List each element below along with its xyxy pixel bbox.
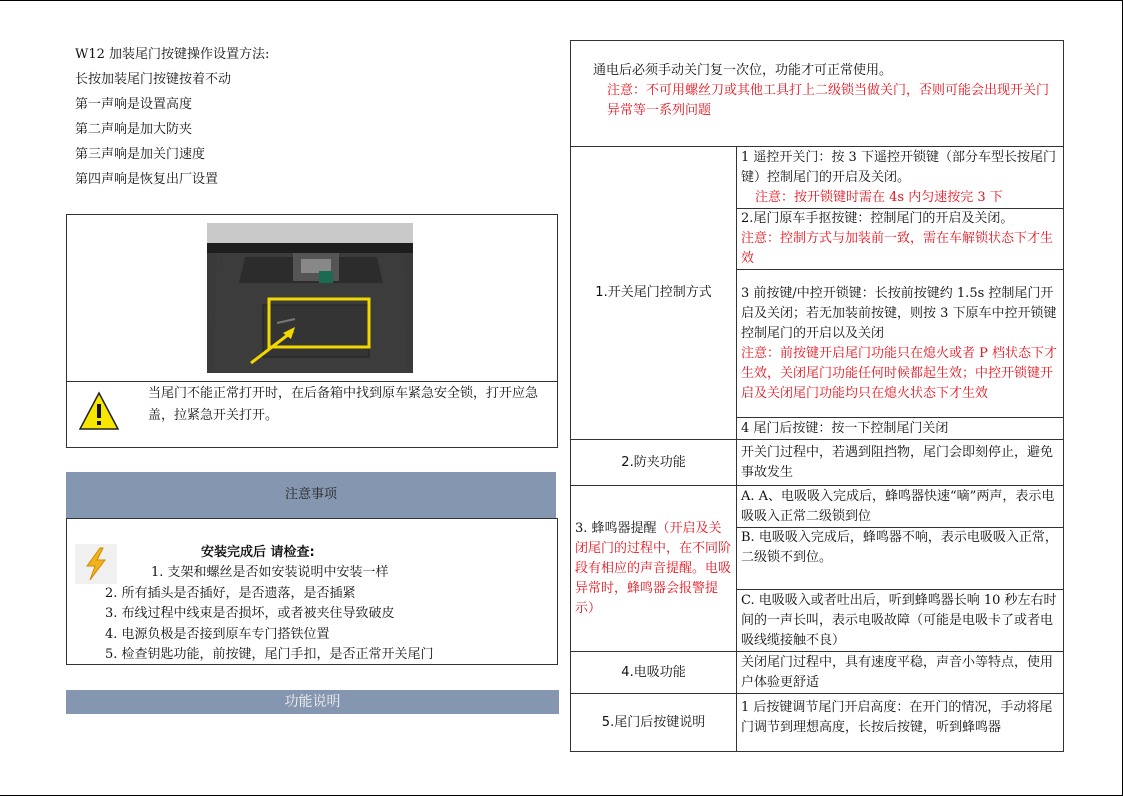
table-cell bbox=[737, 270, 1064, 418]
table-cell: C. 电吸吸入或者吐出后，听到蜂鸣器长响 10 秒左右时间的一声长叫，表示电吸故障（可能是电吸卡了或者电吸线缆接触不良） bbox=[737, 590, 1064, 652]
table-cell: A. A、电吸吸入完成后，蜂鸣器快速“嘀”两声，表示电吸吸入正常二级锁到位 bbox=[737, 486, 1064, 528]
warning-triangle-icon bbox=[79, 391, 119, 431]
row-label: 1.开关尾门控制方式 bbox=[571, 147, 737, 440]
cell-warning: 注意：控制方式与加装前一致，需在车解锁状态下才生效 bbox=[741, 231, 1054, 266]
intro-line: 长按加装尾门按键按着不动 bbox=[75, 72, 232, 87]
row-label: 2.防夹功能 bbox=[571, 440, 737, 486]
box-divider bbox=[67, 381, 557, 382]
intro-line: 第二声响是加大防夹 bbox=[75, 122, 193, 137]
notice-header: 注意事项 bbox=[66, 472, 556, 518]
row-label bbox=[571, 486, 737, 652]
table-row bbox=[571, 694, 1064, 752]
check-item: 2. 所有插头是否插好，是否遗落，是否插紧 bbox=[105, 585, 356, 601]
table-row bbox=[571, 440, 1064, 486]
table-cell: 1 后按键调节尾门开启高度：在开门的情况，手动将尾门调节到理想高度，长按后按键，听到蜂鸣器 bbox=[737, 694, 1064, 752]
top-note: 通电后必须手动关门复一次位，功能才可正常使用。 bbox=[593, 63, 893, 78]
cell-text: 3 前按键/中控开锁键：长按前按键约 1.5s 控制尾门开启及关闭；若无加装前按键，则按 3 下原车中控开锁键控制尾门的开启以及关闭 bbox=[741, 285, 1057, 341]
cell-warning: 注意：按开锁键时需在 4s 内匀速按完 3 下 bbox=[755, 189, 1003, 205]
intro-line: 第四声响是恢复出厂设置 bbox=[75, 172, 219, 187]
table-cell bbox=[737, 209, 1064, 270]
page-border-top bbox=[0, 0, 1123, 1]
install-check-box bbox=[66, 518, 558, 665]
check-item: 3. 布线过程中线束是否损坏，或者被夹住导致破皮 bbox=[105, 606, 395, 621]
table-cell: 4 尾门后按键：按一下控制尾门关闭 bbox=[737, 418, 1064, 440]
top-warning: 注意：不可用螺丝刀或其他工具打上二级锁当做关门，否则可能会出现开关门异常等一系列问题 bbox=[607, 83, 1050, 118]
table-row bbox=[571, 147, 1064, 209]
check-item: 5. 检查钥匙功能，前按键，尾门手扣，是否正常开关尾门 bbox=[105, 647, 434, 662]
table-row bbox=[571, 486, 1064, 528]
row-label: 5.尾门后按键说明 bbox=[571, 694, 737, 752]
row-label-warning: （开启及关闭尾门的过程中，在不同阶段有相应的声音提醒。电吸异常时，蜂鸣器会报警提示） bbox=[575, 520, 732, 616]
top-note-cell bbox=[571, 41, 1064, 147]
emergency-release-text: 当尾门不能正常打开时，在后备箱中找到原车紧急安全锁，打开应急盖，拉紧急开关打开。 bbox=[148, 386, 539, 423]
table-row bbox=[571, 652, 1064, 694]
check-item: 4. 电源负极是否接到原车专门搭铁位置 bbox=[105, 626, 330, 642]
row-label-text: 3. 蜂鸣器提醒 bbox=[575, 520, 657, 536]
table-cell: 开关门过程中，若遇到阻挡物，尾门会即刻停止，避免事故发生 bbox=[737, 440, 1064, 486]
trunk-photo-drawing bbox=[207, 223, 413, 373]
intro-line: 第三声响是加关门速度 bbox=[75, 147, 206, 162]
intro-line: W12 加装尾门按键操作设置方法: bbox=[75, 47, 270, 62]
table-cell: B. 电吸吸入完成后，蜂鸣器不响，表示电吸吸入正常，二级锁不到位。 bbox=[737, 528, 1064, 590]
check-list bbox=[97, 563, 434, 666]
emergency-release-box bbox=[66, 214, 558, 448]
cell-warning: 注意：前按键开启尾门功能只在熄火或者 P 档状态下才生效，关闭尾门功能任何时候都起生效；中控开锁键开启及关闭尾门功能均只在熄火状态下才生效 bbox=[741, 345, 1058, 401]
function-spec-table bbox=[570, 40, 1064, 752]
function-header: 功能说明 bbox=[66, 690, 559, 714]
cell-text: 1 遥控开关门：按 3 下遥控开锁键（部分车型长按尾门键）控制尾门的开启及关闭。 bbox=[741, 149, 1056, 185]
intro-line: 第一声响是设置高度 bbox=[75, 97, 193, 112]
cell-text: 2.尾门原车手抠按键：控制尾门的开启及关闭。 bbox=[741, 211, 1014, 226]
table-cell: 关闭尾门过程中，具有速度平稳，声音小等特点，使用户体验更舒适 bbox=[737, 652, 1064, 694]
table-cell bbox=[737, 147, 1064, 209]
intro-instructions bbox=[75, 42, 269, 192]
row-label: 4.电吸功能 bbox=[571, 652, 737, 694]
table-row bbox=[571, 41, 1064, 147]
trunk-photo bbox=[207, 223, 413, 373]
check-title: 安装完成后 请检查: bbox=[201, 545, 315, 560]
check-item: 1. 支架和螺丝是否如安装说明中安装一样 bbox=[151, 565, 389, 580]
